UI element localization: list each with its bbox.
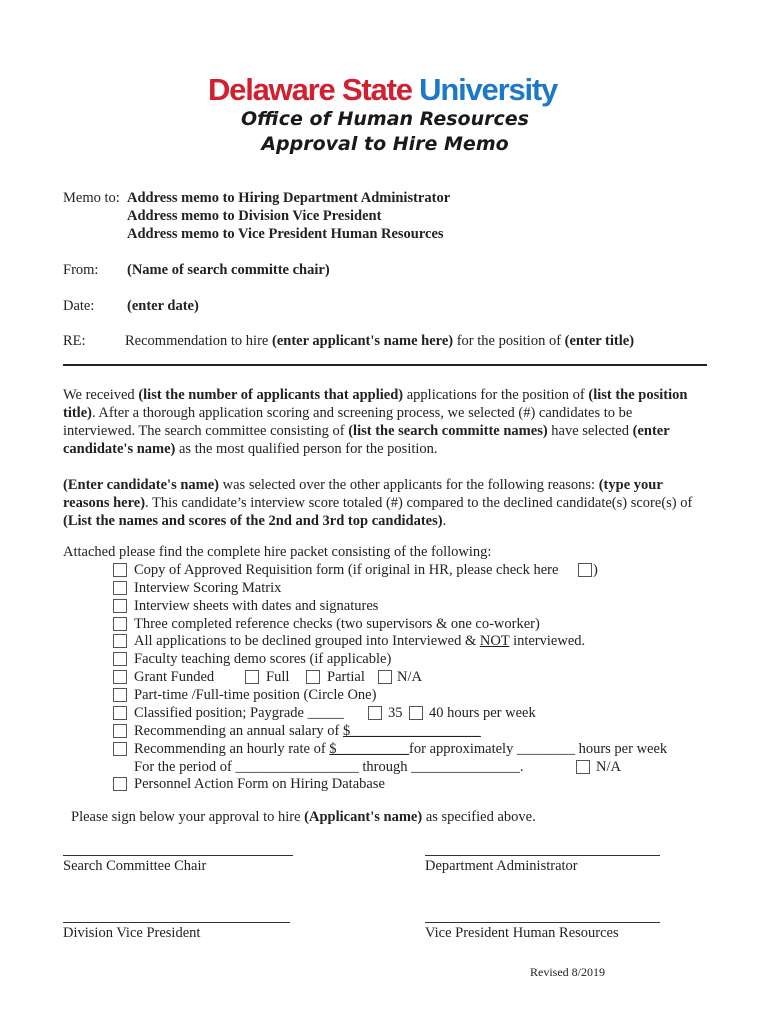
item-annual-salary: Recommending an annual salary of $__________________	[134, 723, 481, 739]
item-hourly-period: For the period of _________________ through _______________.	[134, 759, 524, 775]
signature-label-chair: Search Committee Chair	[63, 858, 207, 874]
grant-na-label: N/A	[397, 669, 422, 685]
signature-line-dept-admin[interactable]	[425, 855, 660, 856]
signature-label-division-vp: Division Vice President	[63, 925, 201, 941]
item-scoring-matrix: Interview Scoring Matrix	[134, 580, 282, 596]
signature-line-vp-hr[interactable]	[425, 922, 660, 923]
checkbox-grant-funded[interactable]	[113, 670, 127, 684]
re-line: Recommendation to hire (enter applicant's name here) for the position of (enter title)	[125, 333, 635, 349]
paragraph-applicants: We received (list the number of applicants that applied) applications for the position of (list the position title). After a thorough application scoring and screening process, we selected (#) candidates to be interviewed. The search committee consisting of (list the search committe names) have selected (enter candidate's name) as the most qualified person for the position.	[63, 387, 688, 457]
checkbox-reference-checks[interactable]	[113, 617, 127, 631]
checkbox-original-in-hr[interactable]	[578, 563, 592, 577]
header-divider	[63, 364, 707, 366]
packet-intro: Attached please find the complete hire packet consisting of the following:	[63, 544, 492, 560]
signature-line-chair[interactable]	[63, 855, 293, 856]
revised-date: Revised 8/2019	[530, 965, 605, 979]
item-declined-applications: All applications to be declined grouped into Interviewed & NOT interviewed.	[134, 633, 586, 649]
memo-to-2: Address memo to Division Vice President	[127, 208, 382, 224]
checkbox-hourly-rate[interactable]	[113, 742, 127, 756]
hours-35-label: 35	[388, 705, 403, 721]
checkbox-annual-salary[interactable]	[113, 724, 127, 738]
university-logo	[208, 70, 557, 110]
item-classified-position: Classified position; Paygrade _____	[134, 705, 344, 721]
item-demo-scores: Faculty teaching demo scores (if applicable)	[134, 651, 392, 667]
checkbox-period-na[interactable]	[576, 760, 590, 774]
grant-partial-label: Partial	[327, 669, 365, 685]
from-value: (Name of search committe chair)	[127, 262, 330, 278]
logo-part-2: University	[419, 72, 558, 107]
item-reference-checks: Three completed reference checks (two supervisors & one co-worker)	[134, 616, 540, 632]
paragraph-reasons: (Enter candidate's name) was selected over the other applicants for the following reasons: (type your reasons here). This candidate’s interview score totaled (#) compared to the declined candidate(s) score(s) of (List the names and scores of the 2nd and 3rd top candidates).	[63, 477, 693, 529]
signature-label-dept-admin: Department Administrator	[425, 858, 578, 874]
checkbox-declined-applications[interactable]	[113, 634, 127, 648]
memo-to-3: Address memo to Vice President Human Resources	[127, 226, 444, 242]
item-requisition: Copy of Approved Requisition form (if original in HR, please check here	[134, 562, 559, 578]
from-label: From:	[63, 262, 99, 278]
checkbox-personnel-action[interactable]	[113, 777, 127, 791]
item-interview-sheets: Interview sheets with dates and signatures	[134, 598, 379, 614]
approval-statement: Please sign below your approval to hire (Applicant's name) as specified above.	[71, 809, 536, 825]
checkbox-part-full-time[interactable]	[113, 688, 127, 702]
memo-to-1: Address memo to Hiring Department Administrator	[127, 190, 451, 206]
item-hourly-rate: Recommending an hourly rate of $__________for approximately ________ hours per week	[134, 741, 668, 757]
item-grant-funded: Grant Funded	[134, 669, 215, 685]
hours-40-label: 40 hours per week	[429, 705, 536, 721]
checkbox-grant-na[interactable]	[378, 670, 392, 684]
memo-to-label: Memo to:	[63, 190, 120, 206]
checkbox-scoring-matrix[interactable]	[113, 581, 127, 595]
office-heading: Office of Human Resources	[241, 108, 529, 130]
checkbox-35-hours[interactable]	[368, 706, 382, 720]
date-value: (enter date)	[127, 298, 199, 314]
checkbox-interview-sheets[interactable]	[113, 599, 127, 613]
checkbox-classified-position[interactable]	[113, 706, 127, 720]
item-requisition-close: )	[593, 562, 598, 578]
re-label: RE:	[63, 333, 86, 349]
logo-part-1: Delaware State	[208, 72, 420, 107]
checkbox-grant-partial[interactable]	[306, 670, 320, 684]
signature-label-vp-hr: Vice President Human Resources	[425, 925, 619, 941]
period-na-label: N/A	[596, 759, 621, 775]
checkbox-requisition[interactable]	[113, 563, 127, 577]
date-label: Date:	[63, 298, 95, 314]
item-personnel-action: Personnel Action Form on Hiring Database	[134, 776, 385, 792]
checkbox-40-hours[interactable]	[409, 706, 423, 720]
item-part-full-time: Part-time /Full-time position (Circle One)	[134, 687, 377, 703]
checkbox-demo-scores[interactable]	[113, 652, 127, 666]
checkbox-grant-full[interactable]	[245, 670, 259, 684]
signature-line-division-vp[interactable]	[63, 922, 290, 923]
memo-title: Approval to Hire Memo	[261, 133, 509, 155]
grant-full-label: Full	[266, 669, 290, 685]
